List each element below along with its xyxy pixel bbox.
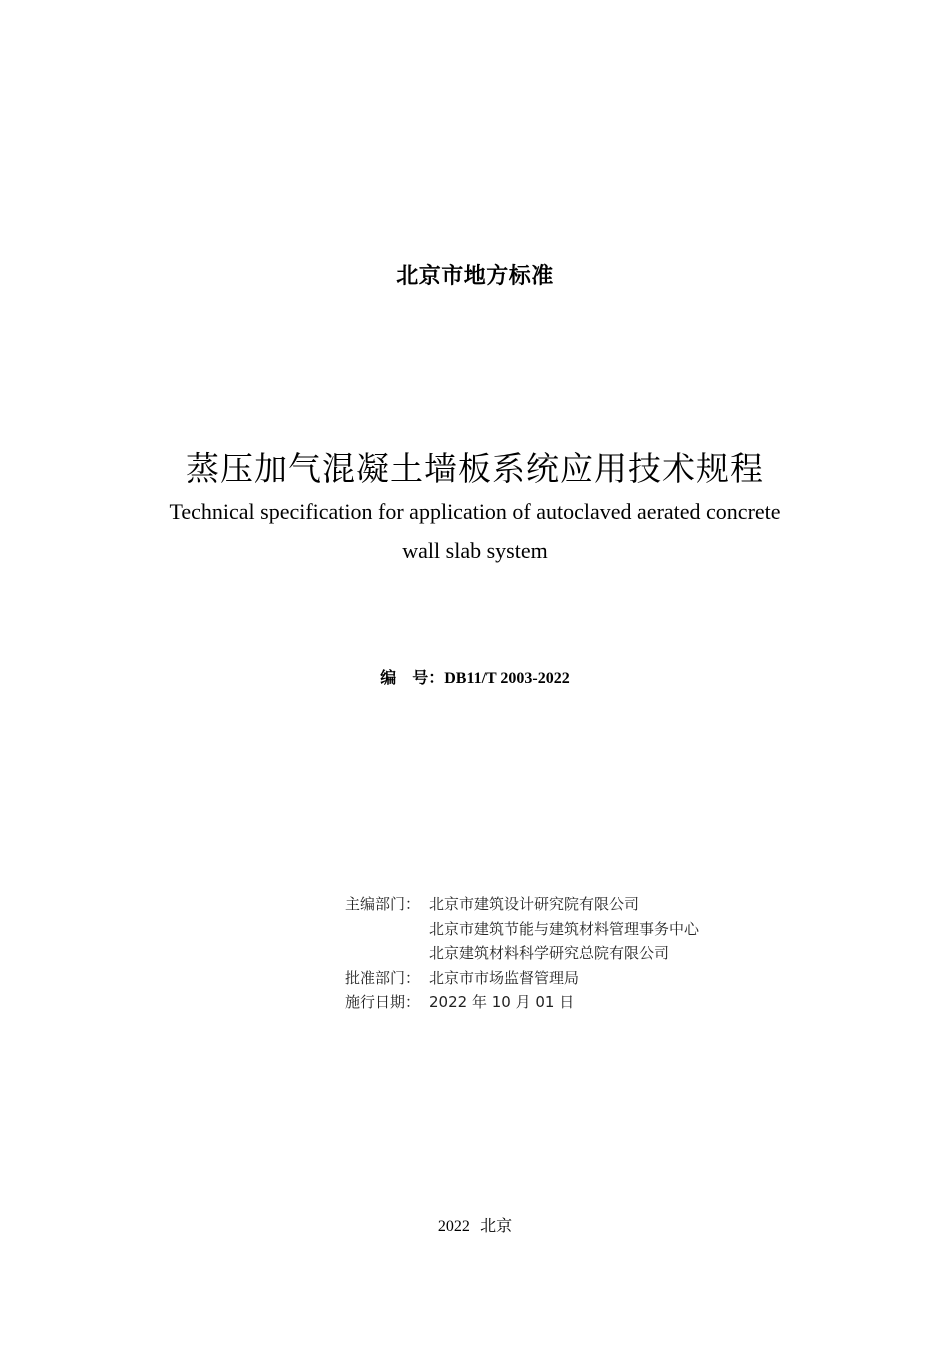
- footer-city: 北京: [480, 1216, 513, 1235]
- document-title-chinese: 蒸压加气混凝土墙板系统应用技术规程: [186, 449, 764, 488]
- approval-value: 北京市市场监督管理局: [429, 968, 580, 987]
- approval-row: [345, 966, 699, 991]
- footer: [0, 1215, 950, 1238]
- chief-editor-item: 北京建筑材料科学研究总院有限公司: [429, 944, 670, 962]
- document-title-english-line2: wall slab system: [402, 538, 548, 563]
- effective-date-row: [345, 990, 699, 1015]
- chief-editor-item: 北京市建筑设计研究院有限公司: [429, 895, 640, 913]
- effective-date-label: 施行日期：: [345, 993, 421, 1011]
- document-number: [0, 667, 950, 690]
- chief-editor-label: 主编部门：: [345, 895, 421, 913]
- footer-year: 2022: [437, 1218, 470, 1235]
- document-number-label: 编 号：: [380, 668, 445, 687]
- chief-editor-list: [429, 892, 699, 966]
- issuance-info: [345, 892, 699, 1015]
- chief-editor-item: 北京市建筑节能与建筑材料管理事务中心: [429, 919, 700, 938]
- chief-editor-row: [345, 892, 699, 966]
- approval-label: 批准部门：: [345, 968, 421, 987]
- standard-category: 北京市地方标准: [396, 264, 554, 289]
- document-number-value: DB11/T 2003-2022: [444, 670, 570, 687]
- document-title-english-line1: Technical specification for application of autoclaved aerated concrete: [169, 499, 781, 524]
- effective-date-value: 2022 年 10 月 01 日: [429, 993, 575, 1011]
